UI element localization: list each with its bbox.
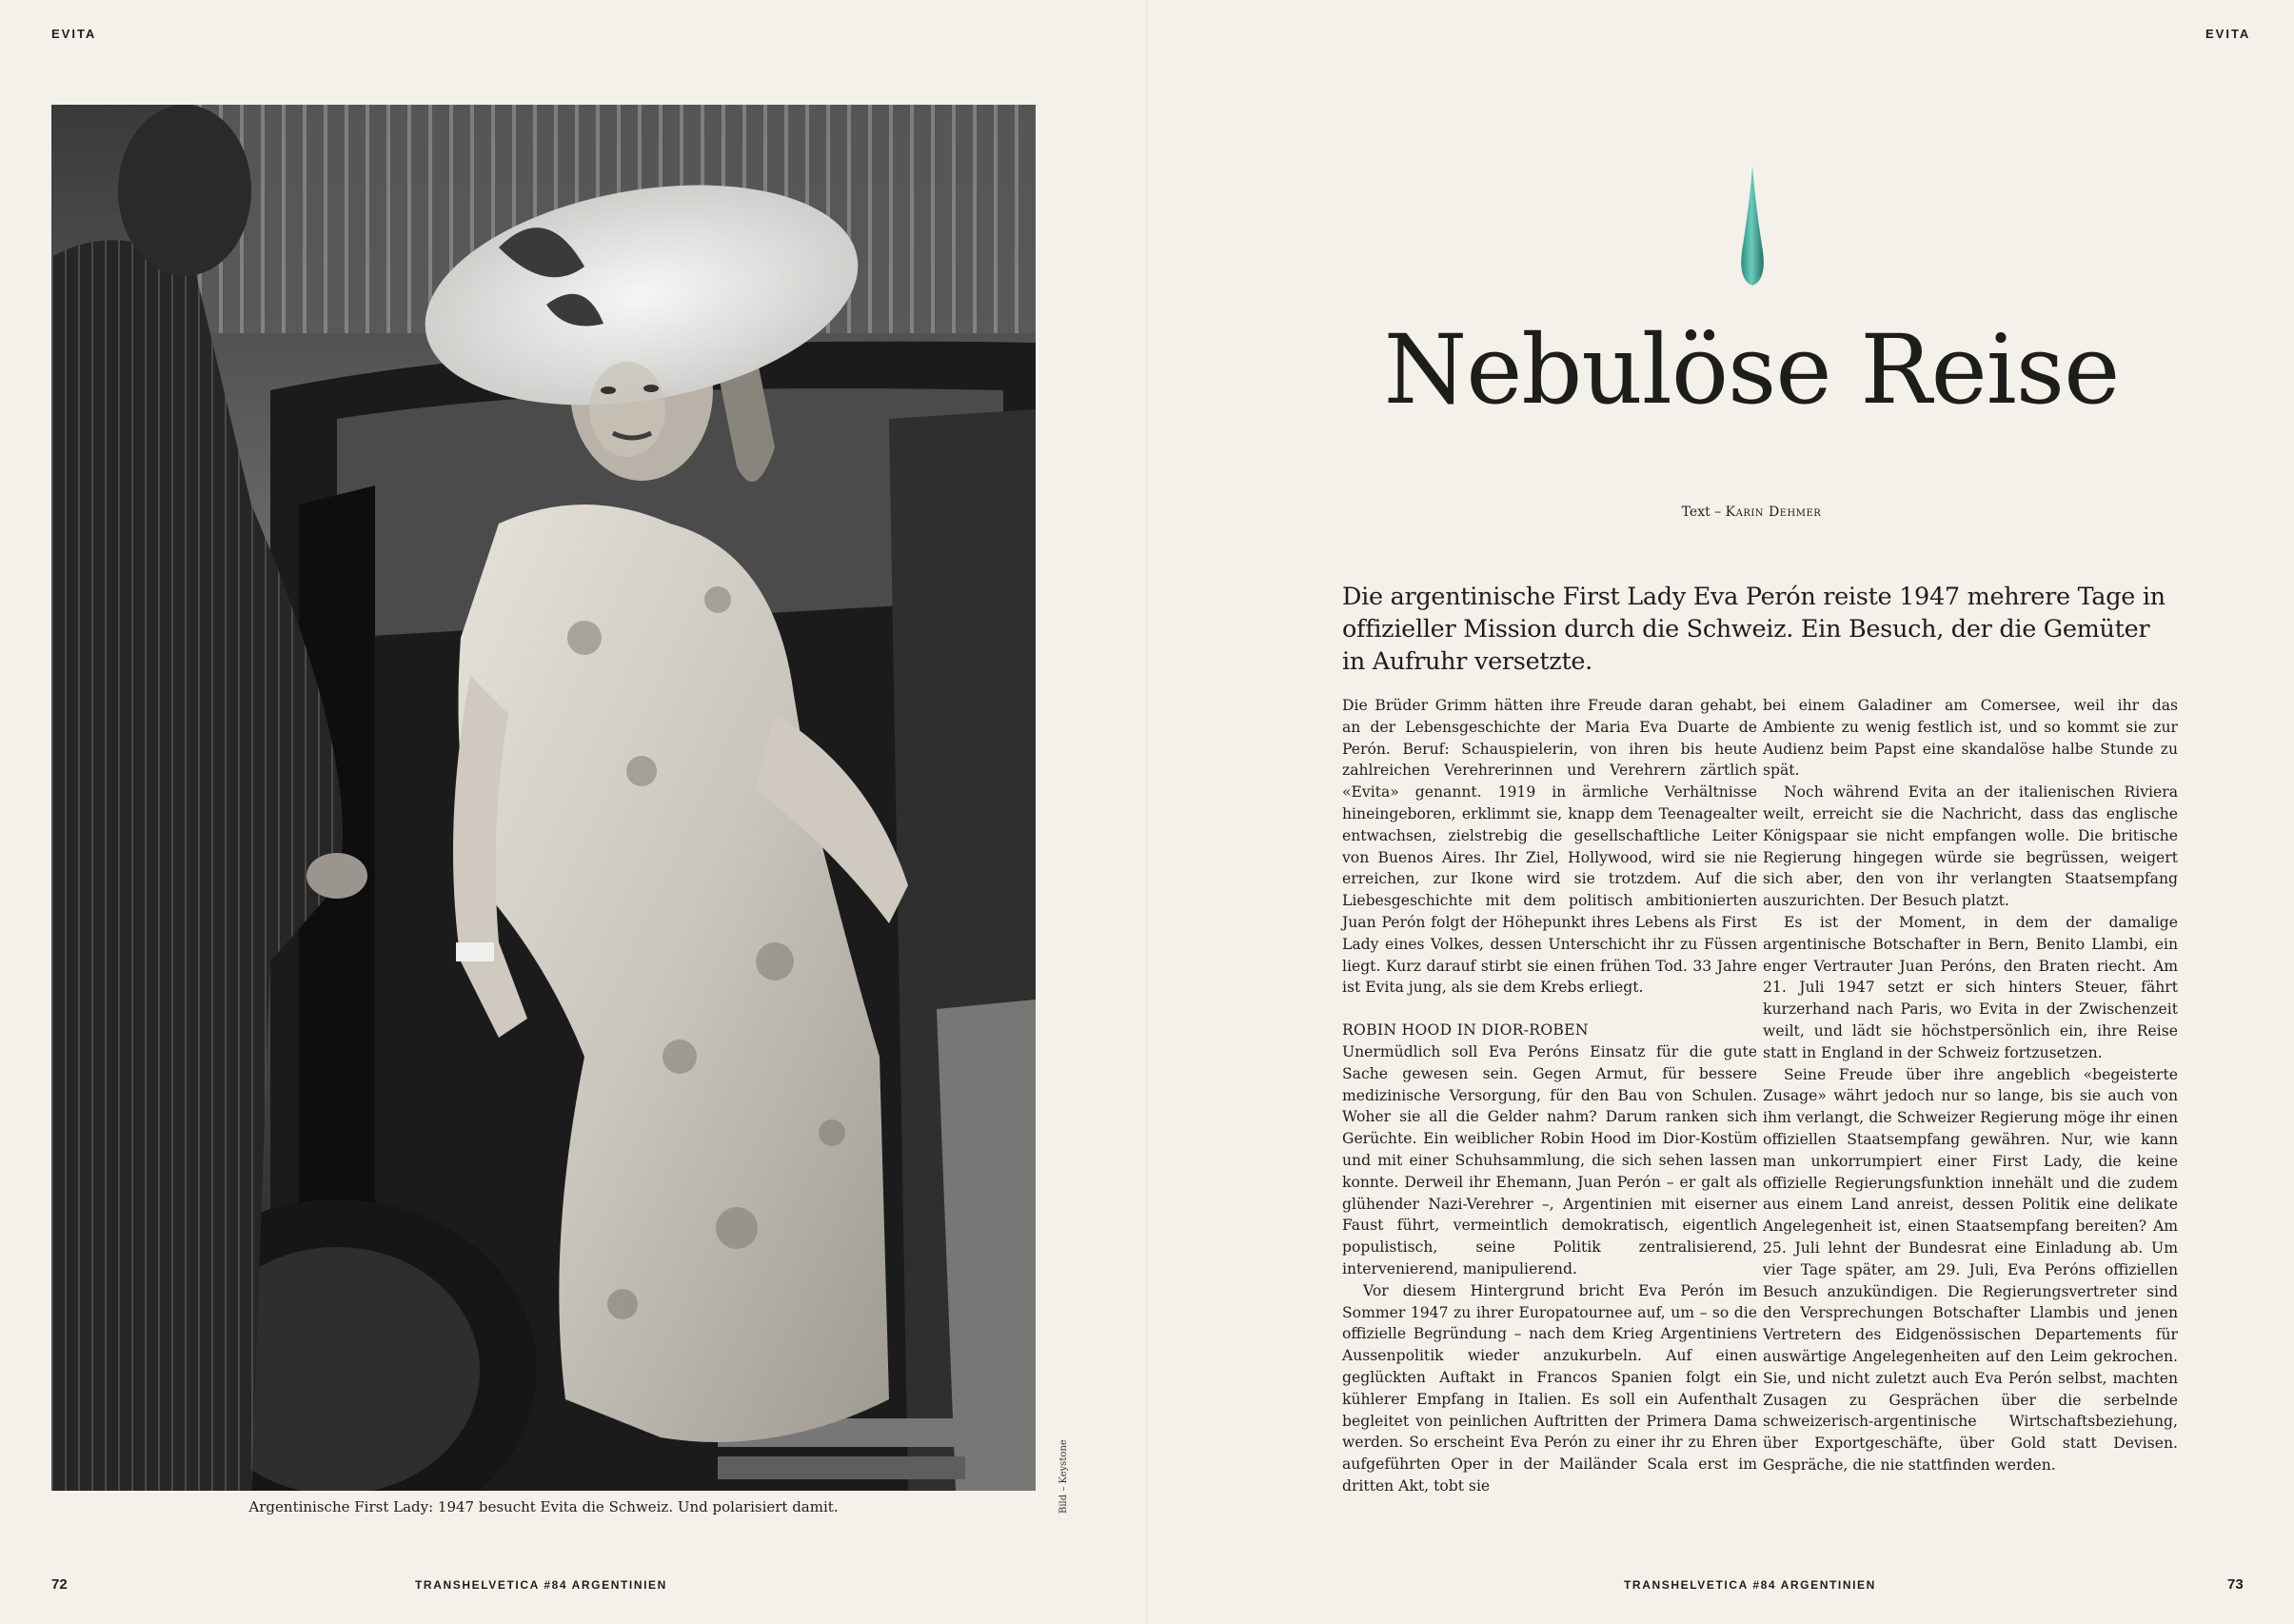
body-paragraph: Vor diesem Hintergrund bricht Eva Perón im Sommer 1947 zu ihrer Europatournee auf, um – so die offizielle Begründung – nach dem Krieg Argentiniens Aussenpolitik wieder anzukurbeln. Auf einen geglückten Auftakt in Francos Spanien folgt ein kühlerer Empfang in Italien. Es soll ein Aufenthalt begleitet von peinlichen Auftritten der Primera Dama werden. So erscheint Eva Perón zu einer ihr zu Ehren aufgeführten Oper in der Mailänder Scala erst im dritten Akt, tobt sie: [1342, 1281, 1757, 1495]
teardrop-ornament-icon: [1738, 166, 1767, 287]
footer-right: TRANSHELVETICA #84 ARGENTINIEN: [1624, 1578, 1876, 1592]
page-number-left: 72: [51, 1576, 68, 1593]
page-number-right: 73: [2227, 1576, 2244, 1593]
evita-photograph: [51, 105, 1036, 1491]
byline: [1237, 505, 2265, 520]
body-paragraph: Die Brüder Grimm hätten ihre Freude daran gehabt, an der Lebensgeschichte der Maria Eva Duarte de Perón. Beruf: Schauspielerin, von ihren bis heute zahlreichen Verehrerinnen und Verehrern zärtlich «Evita» genannt. 1919 in ärmliche Verhältnisse hineingeboren, erklimmt sie, knapp dem Teenagealter entwachsen, zielstrebig die gesellschaftliche Leiter von Buenos Aires. Ihr Ziel, Hollywood, wird sie nie erreichen, zur Ikone wird sie trotzdem. Auf die Liebesgeschichte mit dem politisch ambitionierten Juan Perón folgt der Höhepunkt ihres Lebens als First Lady eines Volkes, dessen Unterschicht ihr zu Füssen liegt. Kurz darauf stirbt sie einen frühen Tod. 33 Jahre ist Evita jung, als sie dem Krebs erliegt.: [1342, 697, 1757, 997]
footer-left: TRANSHELVETICA #84 ARGENTINIEN: [415, 1578, 667, 1592]
photo-caption: Argentinische First Lady: 1947 besucht Evita die Schweiz. Und polarisiert damit.: [248, 1498, 839, 1515]
article-lede: Die argentinische First Lady Eva Perón reiste 1947 mehrere Tage in offizieller Mission durch die Schweiz. Ein Besuch, der die Gemüter in Aufruhr versetzte.: [1342, 583, 2165, 676]
photo-credit: Bild – Keystone: [1058, 1439, 1069, 1514]
body-paragraph: Es ist der Moment, in dem der damalige argentinische Botschafter in Bern, Benito Llambi, ein enger Vertrauter Juan Peróns, den Braten riecht. Am 21. Juli 1947 setzt er sich hinters Steuer, fährt kurzerhand nach Paris, wo Evita in der Zwischenzeit weilt, und lädt sie höchstpersönlich ein, ihre Reise statt in England in der Schweiz fortzusetzen.: [1763, 913, 2178, 1061]
body-paragraph: Seine Freude über ihre angeblich «begeisterte Zusage» währt jedoch nur so lange, bis sie auch von ihm verlangt, die Schweizer Regierung möge ihr einen offiziellen Staatsempfang gewähren. Nur, wie kann man unkorrumpiert einer First Lady, die keine offizielle Regierungsfunktion innehält und die zudem aus einem Land anreist, dessen Politik eine delikate Angelegenheit ist, einen Staatsempfang bereiten? Am 25. Juli lehnt der Bundesrat eine Einladung ab. Um vier Tage später, am 29. Juli, Eva Peróns offiziellen Besuch anzukündigen. Die Regierungsvertreter sind den Versprechungen Botschafter Llambis und jenen Vertretern des Eidgenössischen Departements für auswärtige Angelegenheiten auf den Leim gekrochen. Sie, und nicht zuletzt auch Eva Perón selbst, machten Zusagen zu Gesprächen über die serbelnde schweizerisch-argentinische Wirtschaftsbeziehung, über Exportgeschäfte, über Gold statt Devisen. Gespräche, die nie stattfinden werden.: [1763, 1065, 2178, 1474]
running-head-right: EVITA: [2205, 27, 2251, 41]
body-paragraph: Noch während Evita an der italienischen Riviera weilt, erreicht sie die Nachricht, dass das englische Königspaar sie nicht empfangen wolle. Die britische Regierung hingegen würde sie begrüssen, weigert sich aber, den von ihr verlangten Staatsempfang auszurichten. Der Besuch platzt.: [1763, 783, 2178, 910]
body-paragraph: bei einem Galadiner am Comersee, weil ihr das Ambiente zu wenig festlich ist, und so kommt sie zur Audienz beim Papst eine skandalöse halbe Stunde zu spät.: [1763, 697, 2178, 780]
byline-prefix: Text –: [1681, 505, 1726, 520]
body-column-2: [1763, 695, 2178, 1476]
body-column-1: [1342, 695, 1757, 1497]
subheading: ROBIN HOOD IN DIOR-ROBEN: [1342, 1021, 1589, 1040]
article-title: Nebulöse Reise: [1383, 314, 2120, 426]
running-head-left: EVITA: [51, 27, 97, 41]
gutter: [1146, 0, 1148, 1624]
byline-author: Karin Dehmer: [1725, 505, 1822, 520]
body-paragraph: Unermüdlich soll Eva Peróns Einsatz für die gute Sache gewesen sein. Gegen Armut, für bessere medizinische Versorgung, für den Bau von Schulen. Woher sie all die Gelder nahm? Darum ranken sich Gerüchte. Ein weiblicher Robin Hood im Dior-Kostüm und mit einer Schuhsammlung, die sich sehen lassen konnte. Derweil ihr Ehemann, Juan Perón – er galt als glühender Nazi-Verehrer –, Argentinien mit eiserner Faust führt, vermeintlich demokratisch, eigentlich populistisch, seine Politik zentralisierend, intervenierend, manipulierend.: [1342, 1042, 1757, 1277]
